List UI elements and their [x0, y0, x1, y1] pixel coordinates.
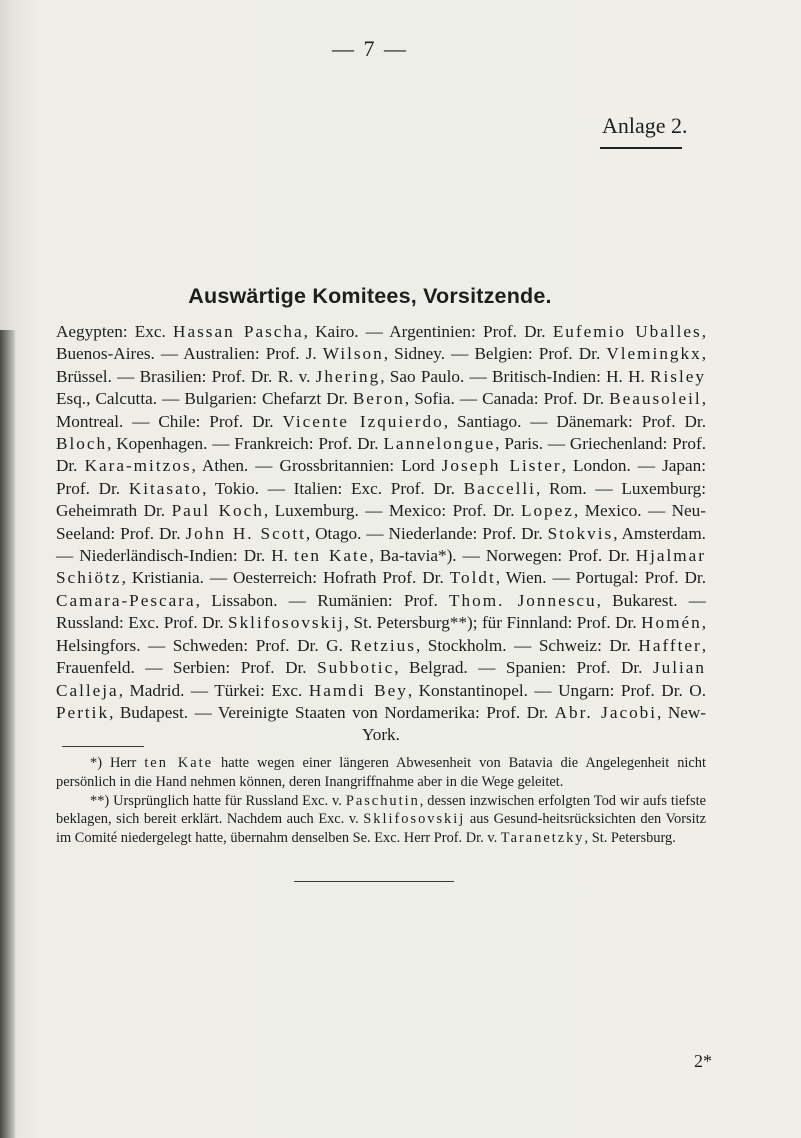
text-run: , Luxemburg. — Mexico: Prof. Dr. — [263, 501, 521, 521]
person-name: Lopez — [520, 501, 574, 521]
person-name: ten Kate — [293, 546, 370, 566]
person-name: Thom. Jonnescu — [449, 590, 597, 610]
text-run: Aegypten: Exc. — [56, 322, 174, 341]
text-run: *) Herr — [90, 755, 145, 771]
text-run: , Sidney. — Belgien: Prof. Dr. — [383, 344, 607, 364]
text-run: , dessen inzwischen erfolgten Tod wir aufs tiefste beklagen, sich bereit erklärt. Nachdem auch Exc. v. — [56, 792, 706, 828]
person-name: Hamdi Bey — [308, 680, 408, 700]
person-name: Taranetzky — [500, 830, 585, 847]
text-run: , Tokio. — Italien: Exc. Prof. Dr. — [202, 478, 464, 498]
text-run: , London. — Japan: Prof. Dr. — [56, 456, 706, 498]
person-name: Camara-Pescara — [56, 590, 196, 610]
text-run: , New-York. — [362, 702, 706, 745]
annex-underline — [600, 147, 682, 149]
committee-list-paragraph — [56, 321, 706, 747]
person-name: Eufemio Uballes — [552, 322, 702, 341]
text-run: , Kopenhagen. — Frankreich: Prof. Dr. — [107, 434, 384, 454]
body-paragraph — [56, 321, 706, 747]
text-run: , Montreal. — Chile: Prof. Dr. — [56, 389, 706, 431]
person-name: Hassan Pascha — [173, 322, 304, 341]
page-title: Auswärtige Komitees, Vorsitzende. — [188, 284, 552, 308]
text-run: , Brüssel. — Brasilien: Prof. Dr. R. v. — [56, 344, 706, 386]
person-name: Retzius — [350, 635, 416, 655]
person-name: Kitasato — [128, 478, 203, 498]
person-name: Paschutin — [345, 792, 420, 809]
person-name: Vlemingkx — [606, 344, 702, 364]
person-name: Paul Koch — [171, 501, 264, 521]
person-name: Baccelli — [463, 478, 536, 498]
person-name: Pertik — [56, 702, 110, 722]
text-run: , Santiago. — Dänemark: Prof. Dr. — [443, 411, 707, 431]
footnotes — [56, 754, 706, 848]
person-name: John H. Scott — [185, 523, 306, 543]
person-name: Hjalmar Schiötz — [56, 546, 707, 588]
person-name: Jhering — [315, 366, 381, 386]
person-name: Sklifosovskij — [363, 811, 466, 828]
text-run: , Buenos-Aires. — Australien: Prof. J. — [56, 322, 707, 364]
text-run: **) Ursprünglich hatte für Russland Exc. v. — [90, 792, 346, 809]
person-name: Julian Calleja — [56, 658, 706, 700]
person-name: Bloch — [56, 434, 108, 454]
text-run: , Bukarest. — Russland: Exc. Prof. Dr. — [56, 590, 706, 633]
footnote-2 — [56, 792, 706, 848]
text-run: , Stockholm. — Schweiz: Dr. — [415, 635, 639, 655]
end-divider — [294, 881, 454, 882]
text-run: , Paris. — Griechenland: Prof. Dr. — [56, 434, 706, 476]
text-run: , Sofia. — Canada: Prof. Dr. — [404, 389, 610, 409]
text-run: , Lissabon. — Rumänien: Prof. — [195, 590, 450, 610]
person-name: Vicente Izquierdo — [282, 411, 444, 431]
footnote-1 — [56, 754, 706, 792]
person-name: Subbotic — [317, 658, 395, 678]
text-run: Esq., Calcutta. — Bulgarien: Chefarzt Dr. — [56, 389, 353, 409]
text-run: , St. Petersburg**); für Finnland: Prof. Dr. — [344, 613, 642, 633]
person-name: Joseph Lister — [441, 456, 562, 476]
person-name: Abr. Jacobi — [554, 702, 658, 722]
person-name: Haffter — [638, 635, 702, 655]
person-name: Wilson — [322, 344, 384, 364]
person-name: Beron — [352, 389, 405, 409]
text-run: , Mexico. — Neu-Seeland: Prof. Dr. — [56, 501, 706, 543]
person-name: Stokvis — [547, 523, 614, 543]
text-run: , Ba-tavia*). — Norwegen: Prof. Dr. — [369, 546, 636, 566]
person-name: Beausoleil — [609, 389, 702, 409]
person-name: Homén — [641, 613, 702, 633]
text-run: , Kairo. — Argentinien: Prof. Dr. — [303, 322, 553, 341]
text-run: , Konstantinopel. — Ungarn: Prof. Dr. O. — [407, 680, 706, 700]
text-run: , Rom. — Luxemburg: Geheimrath Dr. — [56, 478, 706, 521]
person-name: ten Kate — [144, 755, 214, 771]
person-name: Lannelongue — [383, 434, 496, 454]
text-run: , Sao Paulo. — Britisch-Indien: H. H. — [380, 366, 651, 386]
text-run: , Frauenfeld. — Serbien: Prof. Dr. — [56, 635, 707, 678]
text-run: , Otago. — Niederlande: Prof. Dr. — [305, 523, 548, 543]
text-run: , Belgrad. — Spanien: Prof. Dr. — [394, 658, 653, 678]
text-run: aus Gesund-heitsrücksichten den Vorsitz im Comité niedergelegt hatte, übernahm denselben Se. Exc. Herr Prof. Dr. v. — [56, 811, 706, 847]
text-run: , Wien. — Portugal: Prof. Dr. — [495, 568, 707, 588]
text-run: , Helsingfors. — Schweden: Prof. Dr. G. — [56, 613, 706, 655]
footnote-divider — [62, 746, 144, 747]
page-number: — 7 — — [332, 36, 408, 61]
text-run: , Kristiania. — Oesterreich: Hofrath Prof. Dr. — [121, 568, 450, 588]
person-name: Sklifosovskij — [228, 613, 345, 633]
text-run: , St. Petersburg. — [584, 830, 676, 847]
person-name: Risley — [650, 366, 706, 386]
binding-shadow — [0, 330, 16, 1138]
text-run: hatte wegen einer längeren Abwesenheit von Batavia die Angelegenheit nicht persönlich in die Hand nehmen können, deren Inangriffnahme aber in die Wege geleitet. — [56, 755, 706, 790]
text-run: , Athen. — Grossbritannien: Lord — [191, 456, 442, 476]
person-name: Kara-mitzos — [84, 456, 192, 476]
text-run: , Madrid. — Türkei: Exc. — [118, 680, 309, 700]
annex-label: Anlage 2. — [602, 113, 688, 138]
text-run: , Budapest. — Vereinigte Staaten von Nordamerika: Prof. Dr. — [109, 702, 555, 722]
printer-signature-mark: 2* — [694, 1051, 712, 1071]
text-run: , Amsterdam. — Niederländisch-Indien: Dr. H. — [56, 523, 706, 566]
person-name: Toldt — [449, 568, 496, 588]
